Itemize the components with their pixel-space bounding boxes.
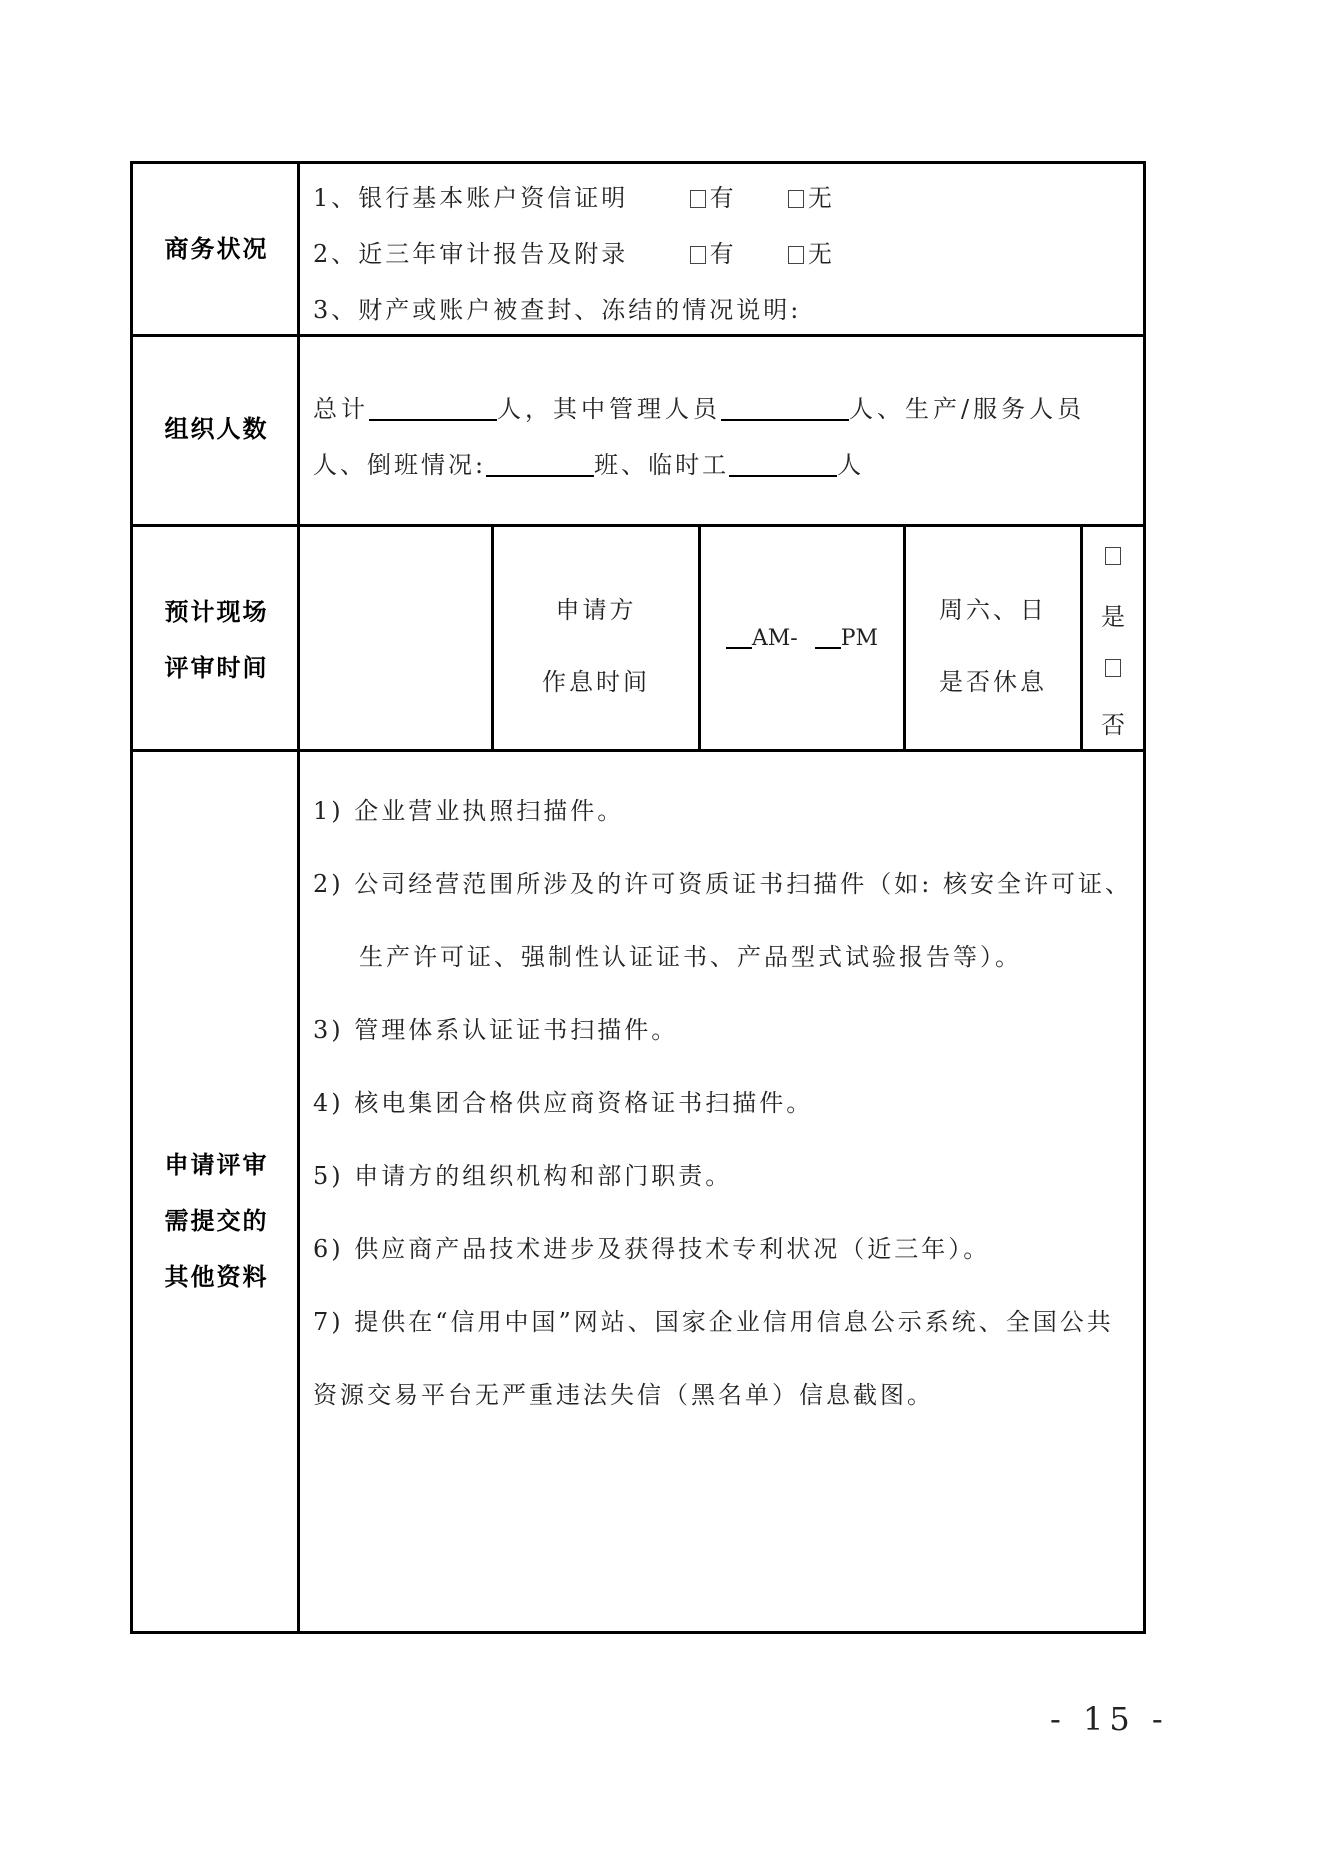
management-label: 人，其中管理人员 (497, 395, 721, 423)
materials-item: 1) 企业营业执照扫描件。 (313, 797, 625, 825)
temp-count-field[interactable] (729, 455, 837, 477)
materials-item-continued: 资源交易平台无严重违法失信（黑名单）信息截图。 (313, 1381, 934, 1409)
checkbox-yes[interactable] (690, 246, 706, 264)
shift-count-field[interactable] (486, 455, 594, 477)
option-yes-label: 是 (1101, 603, 1125, 631)
application-form-table (130, 161, 1146, 1634)
materials-item: 2) 公司经营范围所涉及的许可资质证书扫描件（如: 核安全许可证、 (313, 870, 1132, 898)
pm-field[interactable] (815, 627, 841, 649)
row-divider (133, 334, 1143, 337)
pm-label: PM (840, 626, 879, 651)
production-label: 人、生产/服务人员 (849, 395, 1086, 423)
business-item-3: 3、财产或账户被查封、冻结的情况说明: (313, 296, 802, 324)
option-no-label: 无 (807, 184, 835, 212)
checkbox-no[interactable] (1105, 659, 1121, 677)
column-divider (297, 164, 300, 1631)
weekend-label-line2: 是否休息 (939, 668, 1047, 696)
checkbox-yes[interactable] (690, 190, 706, 208)
option-no-label: 否 (1101, 711, 1125, 739)
business-status-label: 商务状况 (164, 235, 269, 263)
staff-line-2 (313, 445, 864, 480)
materials-label-line1: 申请评审 (164, 1151, 269, 1179)
shift-label: 人、倒班情况: (313, 451, 487, 479)
row-divider (133, 749, 1143, 752)
page-number: - 15 - (1050, 1700, 1169, 1738)
checkbox-no[interactable] (788, 190, 804, 208)
materials-label-line3: 其他资料 (164, 1263, 269, 1291)
am-field[interactable] (726, 627, 752, 649)
temp-label: 班、临时工 (594, 451, 730, 479)
management-count-field[interactable] (721, 399, 849, 421)
business-item-2 (313, 234, 835, 269)
column-divider (903, 525, 906, 751)
total-count-field[interactable] (369, 399, 497, 421)
materials-item: 3) 管理体系认证证书扫描件。 (313, 1016, 679, 1044)
option-no-label: 无 (807, 240, 835, 268)
review-time-label-line1: 预计现场 (164, 598, 269, 626)
option-yes-label: 有 (709, 240, 737, 268)
staff-count-label: 组织人数 (164, 415, 269, 443)
review-time-field[interactable] (300, 527, 491, 749)
materials-item: 6) 供应商产品技术进步及获得技术专利状况（近三年）。 (313, 1235, 991, 1263)
work-hours-label-line1: 申请方 (555, 596, 637, 624)
staff-line-1 (313, 389, 1085, 424)
row-divider (133, 524, 1143, 527)
materials-item: 7) 提供在“信用中国”网站、国家企业信用信息公示系统、全国公共 (313, 1308, 1114, 1336)
business-item-1-text: 1、银行基本账户资信证明 (313, 184, 629, 212)
materials-item: 5) 申请方的组织机构和部门职责。 (313, 1162, 733, 1190)
am-label: AM- (751, 626, 798, 651)
business-item-2-text: 2、近三年审计报告及附录 (313, 240, 629, 268)
work-hours-label-line2: 作息时间 (542, 668, 650, 696)
business-item-1 (313, 178, 835, 213)
checkbox-yes[interactable] (1105, 547, 1121, 565)
option-yes-label: 有 (709, 184, 737, 212)
materials-label-line2: 需提交的 (164, 1207, 269, 1235)
weekend-options (1083, 527, 1143, 749)
weekend-label-line1: 周六、日 (939, 596, 1047, 624)
total-label: 总计 (313, 395, 369, 423)
materials-item-continued: 生产许可证、强制性认证证书、产品型式试验报告等）。 (359, 943, 1022, 971)
materials-item: 4) 核电集团合格供应商资格证书扫描件。 (313, 1089, 814, 1117)
temp-unit: 人 (837, 451, 865, 479)
column-divider (491, 525, 494, 751)
review-time-label-line2: 评审时间 (164, 654, 269, 682)
checkbox-no[interactable] (788, 246, 804, 264)
work-hours-field[interactable] (701, 626, 903, 651)
